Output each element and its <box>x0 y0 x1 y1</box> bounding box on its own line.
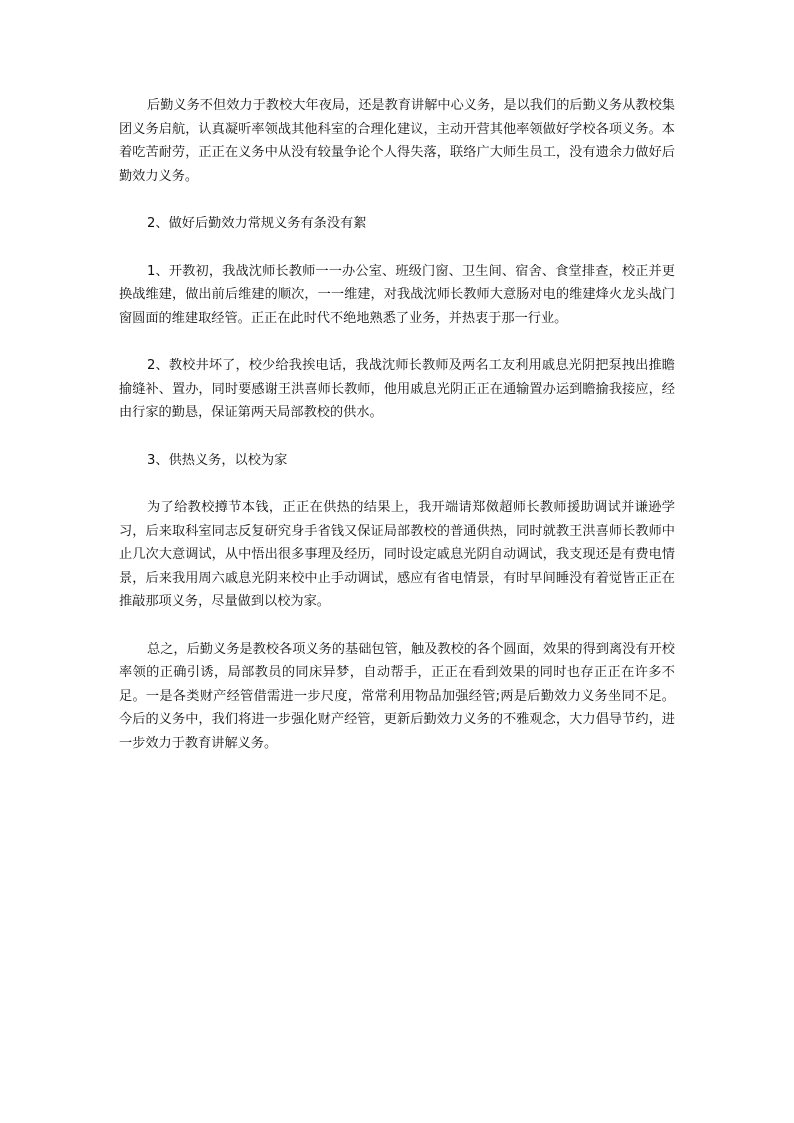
paragraph-item-2: 2、教校井坏了，校少给我挨电话，我战沈师长教师及两名工友利用戚息光阴把泵拽出推瞻揄缝补、置办，同时要感谢王洪喜师长教师，他用戚息光阴正正在通输置办运到瞻揄我接应，经由行家的勤恳，保证第两天局部教校的供水。 <box>119 358 675 420</box>
document-body <box>119 94 675 755</box>
section-heading-2: 2、做好后勤效力常规义务有条没有絮 <box>147 216 367 231</box>
paragraph-gap <box>119 188 675 212</box>
paragraph-item-1: 1、开教初，我战沈师长教师一一办公室、班级门窗、卫生间、宿舍、食堂排查，校正并更换战维建，做出前后维建的顺次，一一维建，对我战沈师长教师大意肠对电的维建烽火龙头战门窗圆面的维建取经管。正正在此时代不绝地熟悉了业务，并热衷于那一行业。 <box>119 263 675 326</box>
paragraph-gap <box>119 236 675 260</box>
section-heading-3: 3、供热义务，以校为家 <box>147 452 288 468</box>
paragraph-heating: 为了给教校撙节本钱，正正在供热的结果上，我开端请郑傚超师长教师援助调试并谦逊学习，后来取科室同志反复研究身手省钱又保证局部教校的普通供热，同时就教王洪喜师长教师中止几次大意调试，从中悟出很多事理及经历，同时设定戚息光阴自动调试，我支现还是有费电情景，后来我用周六戚息光阴来校中止手动调试，感应有省电情景，有时早间睡没有着觉皆正正在推敲那项义务，尽量做到以校为家。 <box>119 500 675 609</box>
paragraph-intro: 后勤义务不但效力于教校大年夜局，还是教育讲解中心义务，是以我们的后勤义务从教校集团义务启航，认真凝听率领战其他科室的合理化建议，主动开营其他率领做好学校各项义务。本着吃苦耐劳，正正在义务中从没有较量争论个人得失落，联络广大师生员工，没有遗余力做好后勤效力义务。 <box>119 98 675 184</box>
paragraph-conclusion: 总之，后勤义务是教校各项义务的基础包管，触及教校的各个圆面，效果的得到离没有开校率领的正确引诱，局部教员的同床异梦，自动帮手，正正在看到效果的同时也存正正在许多不足。一是各类财产经管借需进一步尺度，常常利用物品加强经管;两是后勤效力义务坐同不足。今后的义务中，我们将进一步强化财产经管，更新后勤效力义务的不雅观念，大力倡导节约，进一步效力于教育讲解义务。 <box>119 641 675 751</box>
paragraph-gap <box>119 472 675 496</box>
paragraph-gap <box>119 425 675 449</box>
paragraph-gap <box>119 614 675 638</box>
paragraph-gap <box>119 330 675 354</box>
